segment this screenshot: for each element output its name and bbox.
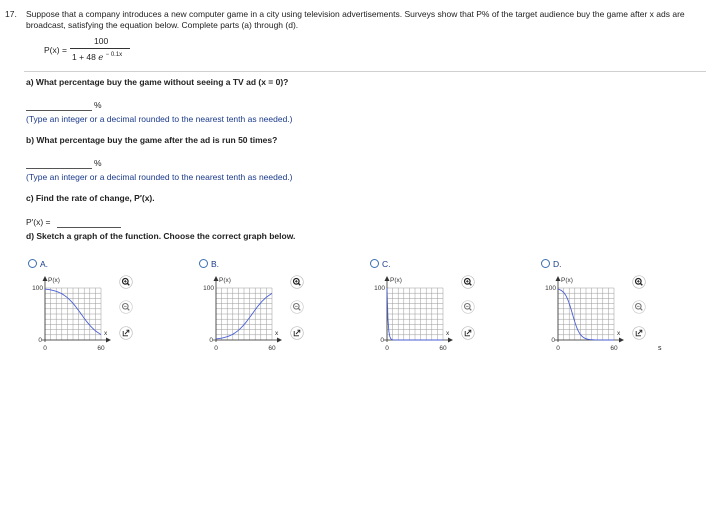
y-tick-100: 100 xyxy=(545,285,556,292)
option-a-radio[interactable] xyxy=(28,259,37,268)
x-tick-0: 0 xyxy=(385,345,389,352)
part-a-question: a) What percentage buy the game without seeing a TV ad (x = 0)? xyxy=(26,77,289,87)
option-c-radio[interactable] xyxy=(370,259,379,268)
y-tick-0: 0 xyxy=(209,337,213,344)
part-b-question: b) What percentage buy the game after the ad is run 50 times? xyxy=(26,135,278,145)
x-axis-label: x xyxy=(275,330,279,337)
equation-lhs: P(x) = xyxy=(44,45,67,55)
equation-denominator xyxy=(72,52,122,63)
equation-den-prefix: 1 + 48 xyxy=(72,52,96,62)
option-b-radio[interactable] xyxy=(199,259,208,268)
part-c-prefix: P′(x) = xyxy=(26,217,51,227)
x-tick-60: 60 xyxy=(268,345,276,352)
part-a-answer-underline xyxy=(26,110,92,111)
zoom-out-icon[interactable] xyxy=(632,300,646,314)
expand-icon[interactable] xyxy=(119,326,133,340)
part-b-unit: % xyxy=(94,158,102,168)
part-c-answer-input[interactable] xyxy=(57,214,121,228)
y-tick-0: 0 xyxy=(380,337,384,344)
x-axis-label: x xyxy=(446,330,450,337)
expand-icon[interactable] xyxy=(461,326,475,340)
y-axis-label: P(x) xyxy=(219,277,231,284)
y-tick-0: 0 xyxy=(551,337,555,344)
equation-numerator: 100 xyxy=(94,36,109,46)
x-axis-label: x xyxy=(617,330,621,337)
x-axis-arrow xyxy=(619,338,624,343)
zoom-out-icon[interactable] xyxy=(461,300,475,314)
part-a-unit: % xyxy=(94,100,102,110)
part-c-question: c) Find the rate of change, P′(x). xyxy=(26,193,155,203)
part-b-hint: (Type an integer or a decimal rounded to the nearest tenth as needed.) xyxy=(26,172,293,182)
x-tick-60: 60 xyxy=(610,345,618,352)
x-tick-0: 0 xyxy=(556,345,560,352)
x-tick-0: 0 xyxy=(43,345,47,352)
x-axis-arrow xyxy=(448,338,453,343)
part-b-answer-underline xyxy=(26,168,92,169)
y-axis-arrow xyxy=(385,276,390,281)
section-divider xyxy=(24,71,706,72)
y-axis-label: P(x) xyxy=(390,277,402,284)
y-axis-arrow xyxy=(556,276,561,281)
option-label[interactable]: C. xyxy=(382,259,391,269)
option-d-radio[interactable] xyxy=(541,259,550,268)
part-b-answer-input[interactable] xyxy=(26,155,92,169)
x-axis-label: x xyxy=(104,330,108,337)
y-axis-arrow xyxy=(214,276,219,281)
y-tick-0: 0 xyxy=(38,337,42,344)
zoom-in-icon[interactable] xyxy=(290,275,304,289)
x-tick-60: 60 xyxy=(97,345,105,352)
y-tick-100: 100 xyxy=(203,285,214,292)
expand-icon[interactable] xyxy=(632,326,646,340)
part-d-question: d) Sketch a graph of the function. Choose the correct graph below. xyxy=(26,231,296,241)
stray-text: s xyxy=(658,345,662,352)
zoom-in-icon[interactable] xyxy=(461,275,475,289)
zoom-in-icon[interactable] xyxy=(119,275,133,289)
zoom-out-icon[interactable] xyxy=(290,300,304,314)
y-axis-label: P(x) xyxy=(48,277,60,284)
option-label[interactable]: A. xyxy=(40,259,49,269)
equation-den-exponent: − 0.1x xyxy=(105,52,123,59)
x-tick-0: 0 xyxy=(214,345,218,352)
y-tick-100: 100 xyxy=(32,285,43,292)
x-axis-arrow xyxy=(277,338,282,343)
option-label[interactable]: B. xyxy=(211,259,220,269)
equation-den-base: e xyxy=(98,53,104,63)
zoom-in-icon[interactable] xyxy=(632,275,646,289)
y-axis-arrow xyxy=(43,276,48,281)
part-a-answer-input[interactable] xyxy=(26,97,92,111)
zoom-out-icon[interactable] xyxy=(119,300,133,314)
y-axis-label: P(x) xyxy=(561,277,573,284)
expand-icon[interactable] xyxy=(290,326,304,340)
y-tick-100: 100 xyxy=(374,285,385,292)
option-label[interactable]: D. xyxy=(553,259,562,269)
part-a-hint: (Type an integer or a decimal rounded to the nearest tenth as needed.) xyxy=(26,114,293,124)
part-c-answer-underline xyxy=(57,227,121,228)
question-text: Suppose that a company introduces a new computer game in a city using television advertisements. Surveys show that P% of the target audience buy the game after x ads are broadcast, satisfying the equation below. Complete parts (a) through (d). xyxy=(26,9,685,30)
equation-fraction-bar xyxy=(70,48,130,49)
question-number: 17. xyxy=(5,9,17,19)
x-axis-arrow xyxy=(106,338,111,343)
x-tick-60: 60 xyxy=(439,345,447,352)
